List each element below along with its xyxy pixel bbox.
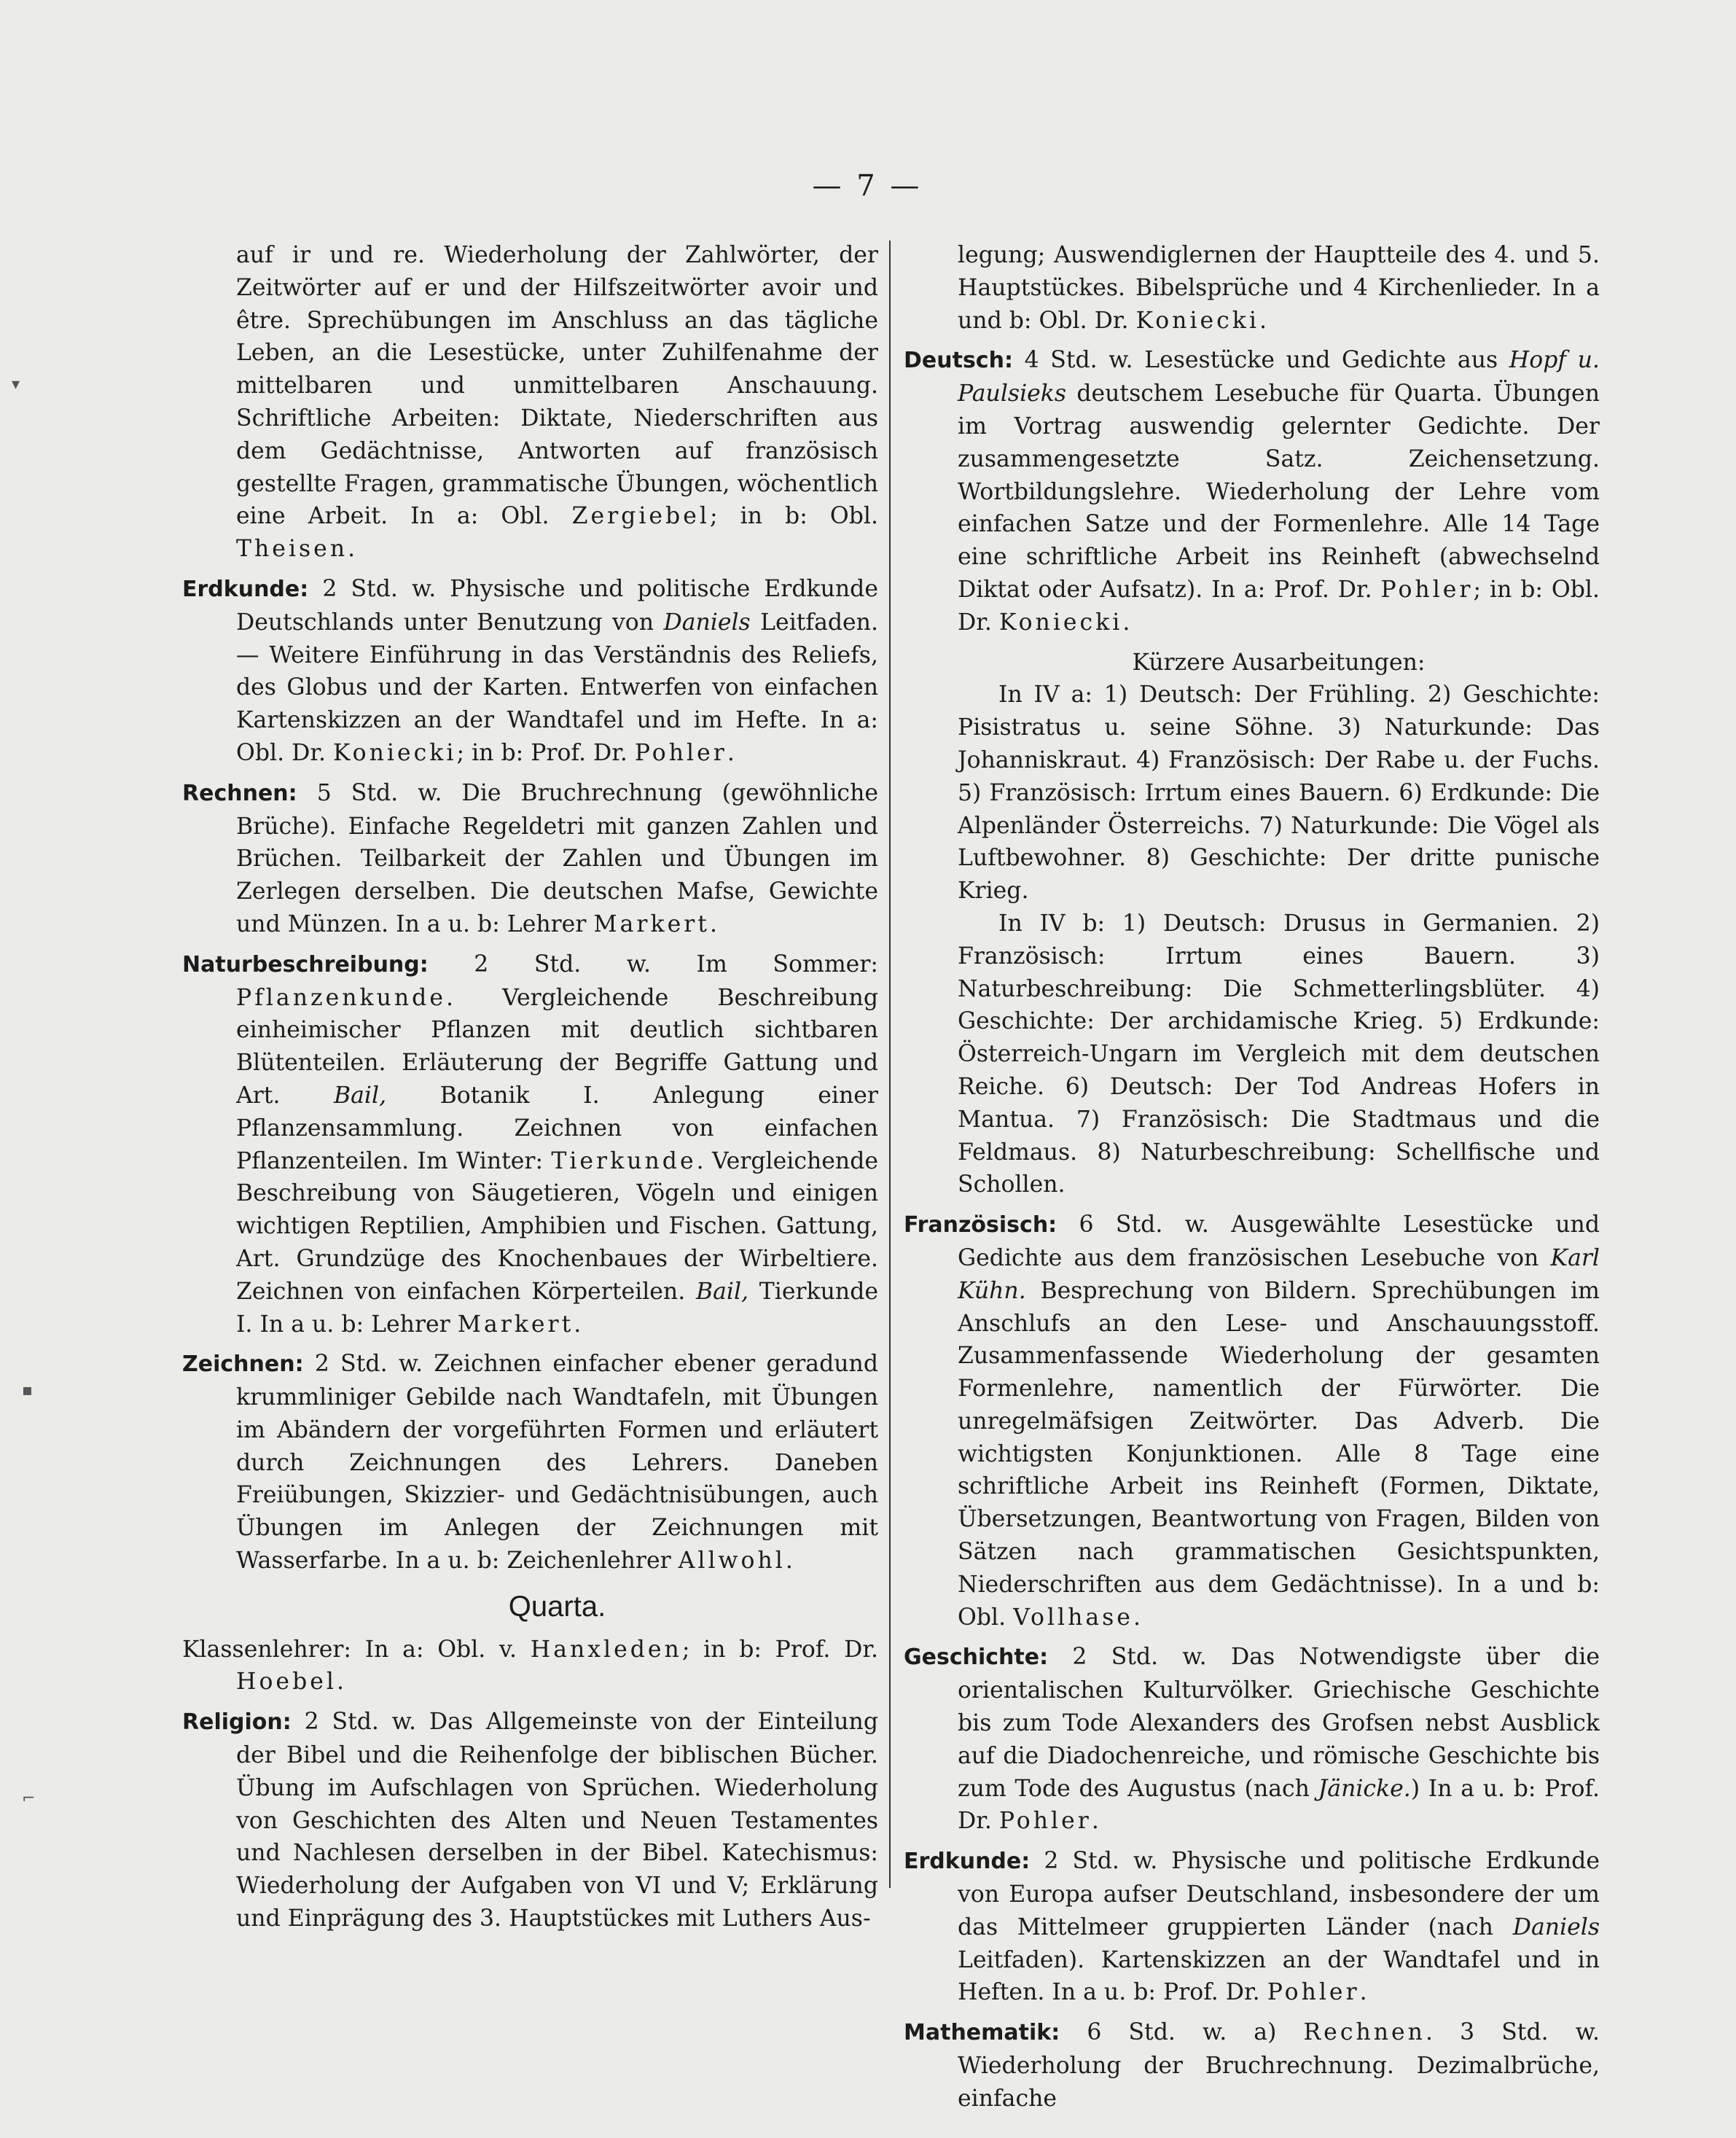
text-run: Tierkunde [551, 1147, 697, 1174]
text-run: . [574, 1311, 582, 1338]
text-run: 2 Std. w. Zeichnen einfacher ebener geradund krummliniger Gebilde nach Wandtafeln, mit Übungen im Abändern der vorgeführten Formen und erläutert durch Zeichnungen des Lehrers. Daneben Freiübungen, Skizzier- und Gedächtnisübungen, auch Übungen im Anlegen der Zeichnungen mit Wasserfarbe. In a u. b: Zeichenlehrer [236, 1351, 878, 1575]
text-run: . [709, 910, 717, 937]
margin-mark: ▪ [22, 1381, 33, 1400]
subject-heading: Zeichnen: [182, 1351, 304, 1378]
paragraph-geschichte [904, 1641, 1600, 1838]
paragraph-klassenlehrer [182, 1634, 878, 1699]
page-number: — 7 — [812, 169, 923, 203]
text-run: Markert [457, 1311, 574, 1338]
text-run: Vollhase [1013, 1604, 1133, 1631]
text-run: Daniels [663, 609, 751, 636]
text-run: Klassenlehrer: In a: Obl. v. [182, 1636, 531, 1663]
paragraph-religion-continued [904, 239, 1600, 337]
text-run: . [1091, 1808, 1099, 1835]
text-run: ; in b: Prof. Dr. [681, 1636, 878, 1663]
assignments-iv-b: In IV b: 1) Deutsch: Drusus in Germanien. 2) Französisch: Irrtum eines Bauern. 3) Naturbeschreibung: Die Schmetterlingsblüter. 4) Geschichte: Der archidamische Krieg. 5) Erdkunde: Österreich-Ungarn im Vergleich mit dem deutschen Reiche. 6) Deutsch: Der Tod Andreas Hofers in Mantua. 7) Französisch: Die Stadtmaus und die Feldmaus. 8) Naturbeschreibung: Schellfische und Schollen. [958, 910, 1600, 1198]
text-run: Botanik I. Anlegung einer Pflanzensammlung. Zeichnen von einfachen Pflanzenteilen. Im Winter: [236, 1082, 878, 1174]
text-run: Tierkunde I. In a u. b: Lehrer [236, 1278, 878, 1338]
assignments-iv-a: In IV a: 1) Deutsch: Der Frühling. 2) Geschichte: Pisistratus u. seine Söhne. 3) Naturkunde: Das Johanniskraut. 4) Französisch: Der Rabe u. der Fuchs. 5) Französisch: Irrtum eines Bauern. 6) Erdkunde: Die Alpenländer Österreichs. 7) Naturkunde: Die Vögel als Luftbewohner. 8) Geschichte: Der dritte punische Krieg. [958, 682, 1600, 905]
text-run: . [1122, 609, 1130, 636]
text-run: ; in b: Obl. Dr. [958, 576, 1600, 636]
text-run: 2 Std. w. Im Sommer: [428, 951, 878, 978]
text-run: Leitfaden). Kartenskizzen an der Wandtafel und in Heften. In a u. b: Prof. Dr. [958, 1946, 1600, 2006]
text-run: Pohler [1267, 1979, 1360, 2006]
text-run: Leitfaden. — Weitere Einführung in das Verständnis des Reliefs, des Globus und der Karten. Entwerfen von einfachen Kartenskizzen an der Wandtafel und im Hefte. In a: Obl. Dr. [236, 609, 878, 766]
text-run: Karl Kühn. [958, 1244, 1600, 1304]
text-run: 2 Std. w. Physische und politische Erdkunde von Europa aufser Deutschland, insbesondere der um das Mittelmeer gruppierten Länder (nach [958, 1848, 1600, 1940]
paragraph-franzoesisch [904, 1209, 1600, 1634]
text-run: Hanxleden [530, 1636, 682, 1663]
paragraph-french-continued [182, 239, 878, 566]
text-run: Hoebel [236, 1669, 337, 1696]
paragraph-deutsch [904, 344, 1600, 639]
paragraph-erdkunde [904, 1845, 1600, 2009]
text-run: . [1259, 307, 1267, 334]
text-run: Markert [593, 910, 710, 937]
left-column [182, 239, 878, 1943]
text-run: Rechnen [1303, 2019, 1426, 2046]
text-run: legung; Auswendiglernen der Hauptteile des 4. und 5. Hauptstückes. Bibelsprüche und 4 Kirchenlieder. In a und b: Obl. Dr. [958, 242, 1600, 334]
subject-heading: Erdkunde: [904, 1849, 1031, 1875]
text-run: . 3 Std. w. Wiederholung der Bruchrechnung. Dezimalbrüche, einfache [958, 2019, 1600, 2112]
paragraph-erdkunde [182, 573, 878, 770]
text-run: Daniels [1512, 1913, 1600, 1940]
text-run: ) In a u. b: Prof. Dr. [958, 1775, 1600, 1835]
subheading-kuerzere-ausarbeitungen: Kürzere Ausarbeitungen: [1132, 649, 1426, 676]
text-run: . Vergleichende Beschreibung einheimischer Pflanzen mit deutlich sichtbaren Blütenteilen. Erläuterung der Begriffe Gattung und Art. [236, 984, 878, 1109]
paragraph-naturbeschreibung [182, 948, 878, 1341]
text-run: 2 Std. w. Das Notwendigste über die orientalischen Kulturvölker. Griechische Geschichte bis zum Tode Alexanders des Grofsen nebst Ausblick auf die Diadochenreiche, und römische Geschichte bis zum Tode des Augustus (nach [958, 1644, 1600, 1802]
text-run: Koniecki [998, 609, 1123, 636]
text-run: auf ir und re. Wiederholung der Zahlwörter, der Zeitwörter auf er und der Hilfszeitwörter avoir und être. Sprechübungen im Anschluss an das tägliche Leben, an die Lesestücke, unter Zuhilfenahme der mittelbaren und unmittelbaren Anschauung. Schriftliche Arbeiten: Diktate, Niederschriften aus dem Gedächtnisse, Antworten auf französisch gestellte Fragen, grammatische Übungen, wöchentlich eine Arbeit. In a: Obl. [236, 242, 878, 530]
text-run: ; in b: Obl. [709, 503, 878, 530]
text-run: Bail, [334, 1082, 387, 1109]
text-run: . [336, 1669, 344, 1696]
text-run: Allwohl [678, 1548, 786, 1575]
subject-heading: Geschichte: [904, 1645, 1049, 1671]
margin-mark: ▾ [12, 375, 20, 394]
text-run: Besprechung von Bildern. Sprechübungen im Anschlufs an den Lese- und Anschauungsstoff. Zusammenfassende Wiederholung der gesamten Formenlehre, namentlich der Fürwörter. Die unregelmäfsigen Zeitwörter. Das Adverb. Die wichtigsten Konjunktionen. Alle 8 Tage eine schriftliche Arbeit ins Reinheft (Formen, Diktate, Übersetzungen, Beantwortung von Fragen, Bilden von Sätzen nach grammatischen Gesichtspunkten, Niederschriften aus dem Gedächtnisse). In a und b: Obl. [958, 1277, 1600, 1631]
subject-heading: Rechnen: [182, 780, 297, 806]
text-run: Pflanzenkunde [236, 984, 446, 1011]
paragraph-mathematik [904, 2016, 1600, 2115]
text-run: 4 Std. w. Lesestücke und Gedichte aus [1012, 347, 1509, 374]
text-run: 6 Std. w. Ausgewählte Lesestücke und Gedichte aus dem französischen Lesebuche von [958, 1212, 1600, 1271]
text-run: Theisen [236, 536, 348, 563]
text-run: Pohler [998, 1808, 1092, 1835]
text-run: 2 Std. w. Physische und politische Erdkunde Deutschlands unter Benutzung von [236, 575, 878, 636]
section-title: Quarta. [508, 1590, 606, 1623]
text-run: ; in b: Prof. Dr. [456, 739, 635, 766]
text-run: Pohler [634, 739, 727, 766]
subject-heading: Naturbeschreibung: [182, 951, 429, 978]
text-run: Koniecki [332, 739, 457, 766]
right-column [904, 239, 1600, 2123]
text-run: . Vergleichende Beschreibung von Säugetieren, Vögeln und einigen wichtigen Reptilien, Amphibien und Fischen. Gattung, Art. Grundzüge des Knochenbaues der Wirbeltiere. Zeichnen von einfachen Körperteilen. [236, 1147, 879, 1305]
subject-heading: Religion: [182, 1709, 292, 1736]
text-run: Hopf u. Paulsieks [958, 347, 1600, 407]
text-run: 6 Std. w. a) [1060, 2019, 1304, 2046]
text-run: Jänicke. [1318, 1775, 1411, 1802]
paragraph-rechnen [182, 777, 878, 941]
subject-heading: Mathematik: [904, 2020, 1060, 2046]
margin-mark: ⌐ [22, 1790, 36, 1808]
text-run: Koniecki [1135, 307, 1259, 334]
text-run: . [785, 1548, 793, 1575]
text-run: 5 Std. w. Die Bruchrechnung (gewöhnliche Brüche). Einfache Regeldetri mit ganzen Zahlen und Brüchen. Teilbarkeit der Zahlen und Übungen im Zerlegen derselben. Die deutschen Mafse, Gewichte und Münzen. In a u. b: Lehrer [236, 779, 878, 937]
text-run: Pohler [1380, 576, 1474, 603]
paragraph-zeichnen [182, 1348, 878, 1577]
subject-heading: Deutsch: [904, 348, 1013, 374]
text-run: deutschem Lesebuche für Quarta. Übungen im Vortrag auswendig gelernter Gedichte. Der zusammengesetzte Satz. Zeichensetzung. Wortbildungslehre. Wiederholung der Lehre vom einfachen Satze und der Formenlehre. Alle 14 Tage eine schriftliche Arbeit ins Reinheft (abwechselnd Diktat oder Aufsatz). In a: Prof. Dr. [958, 381, 1600, 603]
text-run: . [348, 536, 356, 563]
paragraph-religion [182, 1706, 878, 1935]
text-run: . [1133, 1604, 1141, 1631]
text-run: 2 Std. w. Das Allgemeinste von der Einteilung der Bibel und die Reihenfolge der biblischen Bücher. Übung im Aufschlagen von Sprüchen. Wiederholung von Geschichten des Alten und Neuen Testamentes und Nachlesen derselben in der Bibel. Katechismus: Wiederholung der Aufgaben von VI und V; Erklärung und Einprägung des 3. Hauptstückes mit Luthers Aus- [236, 1709, 878, 1932]
column-divider [889, 241, 891, 1888]
text-run: . [1359, 1979, 1367, 2006]
text-run: . [727, 739, 735, 766]
subject-heading: Erdkunde: [182, 576, 309, 602]
text-run: Zergiebel [571, 503, 710, 530]
text-run: Bail, [695, 1278, 749, 1305]
subject-heading: Französisch: [904, 1212, 1057, 1238]
